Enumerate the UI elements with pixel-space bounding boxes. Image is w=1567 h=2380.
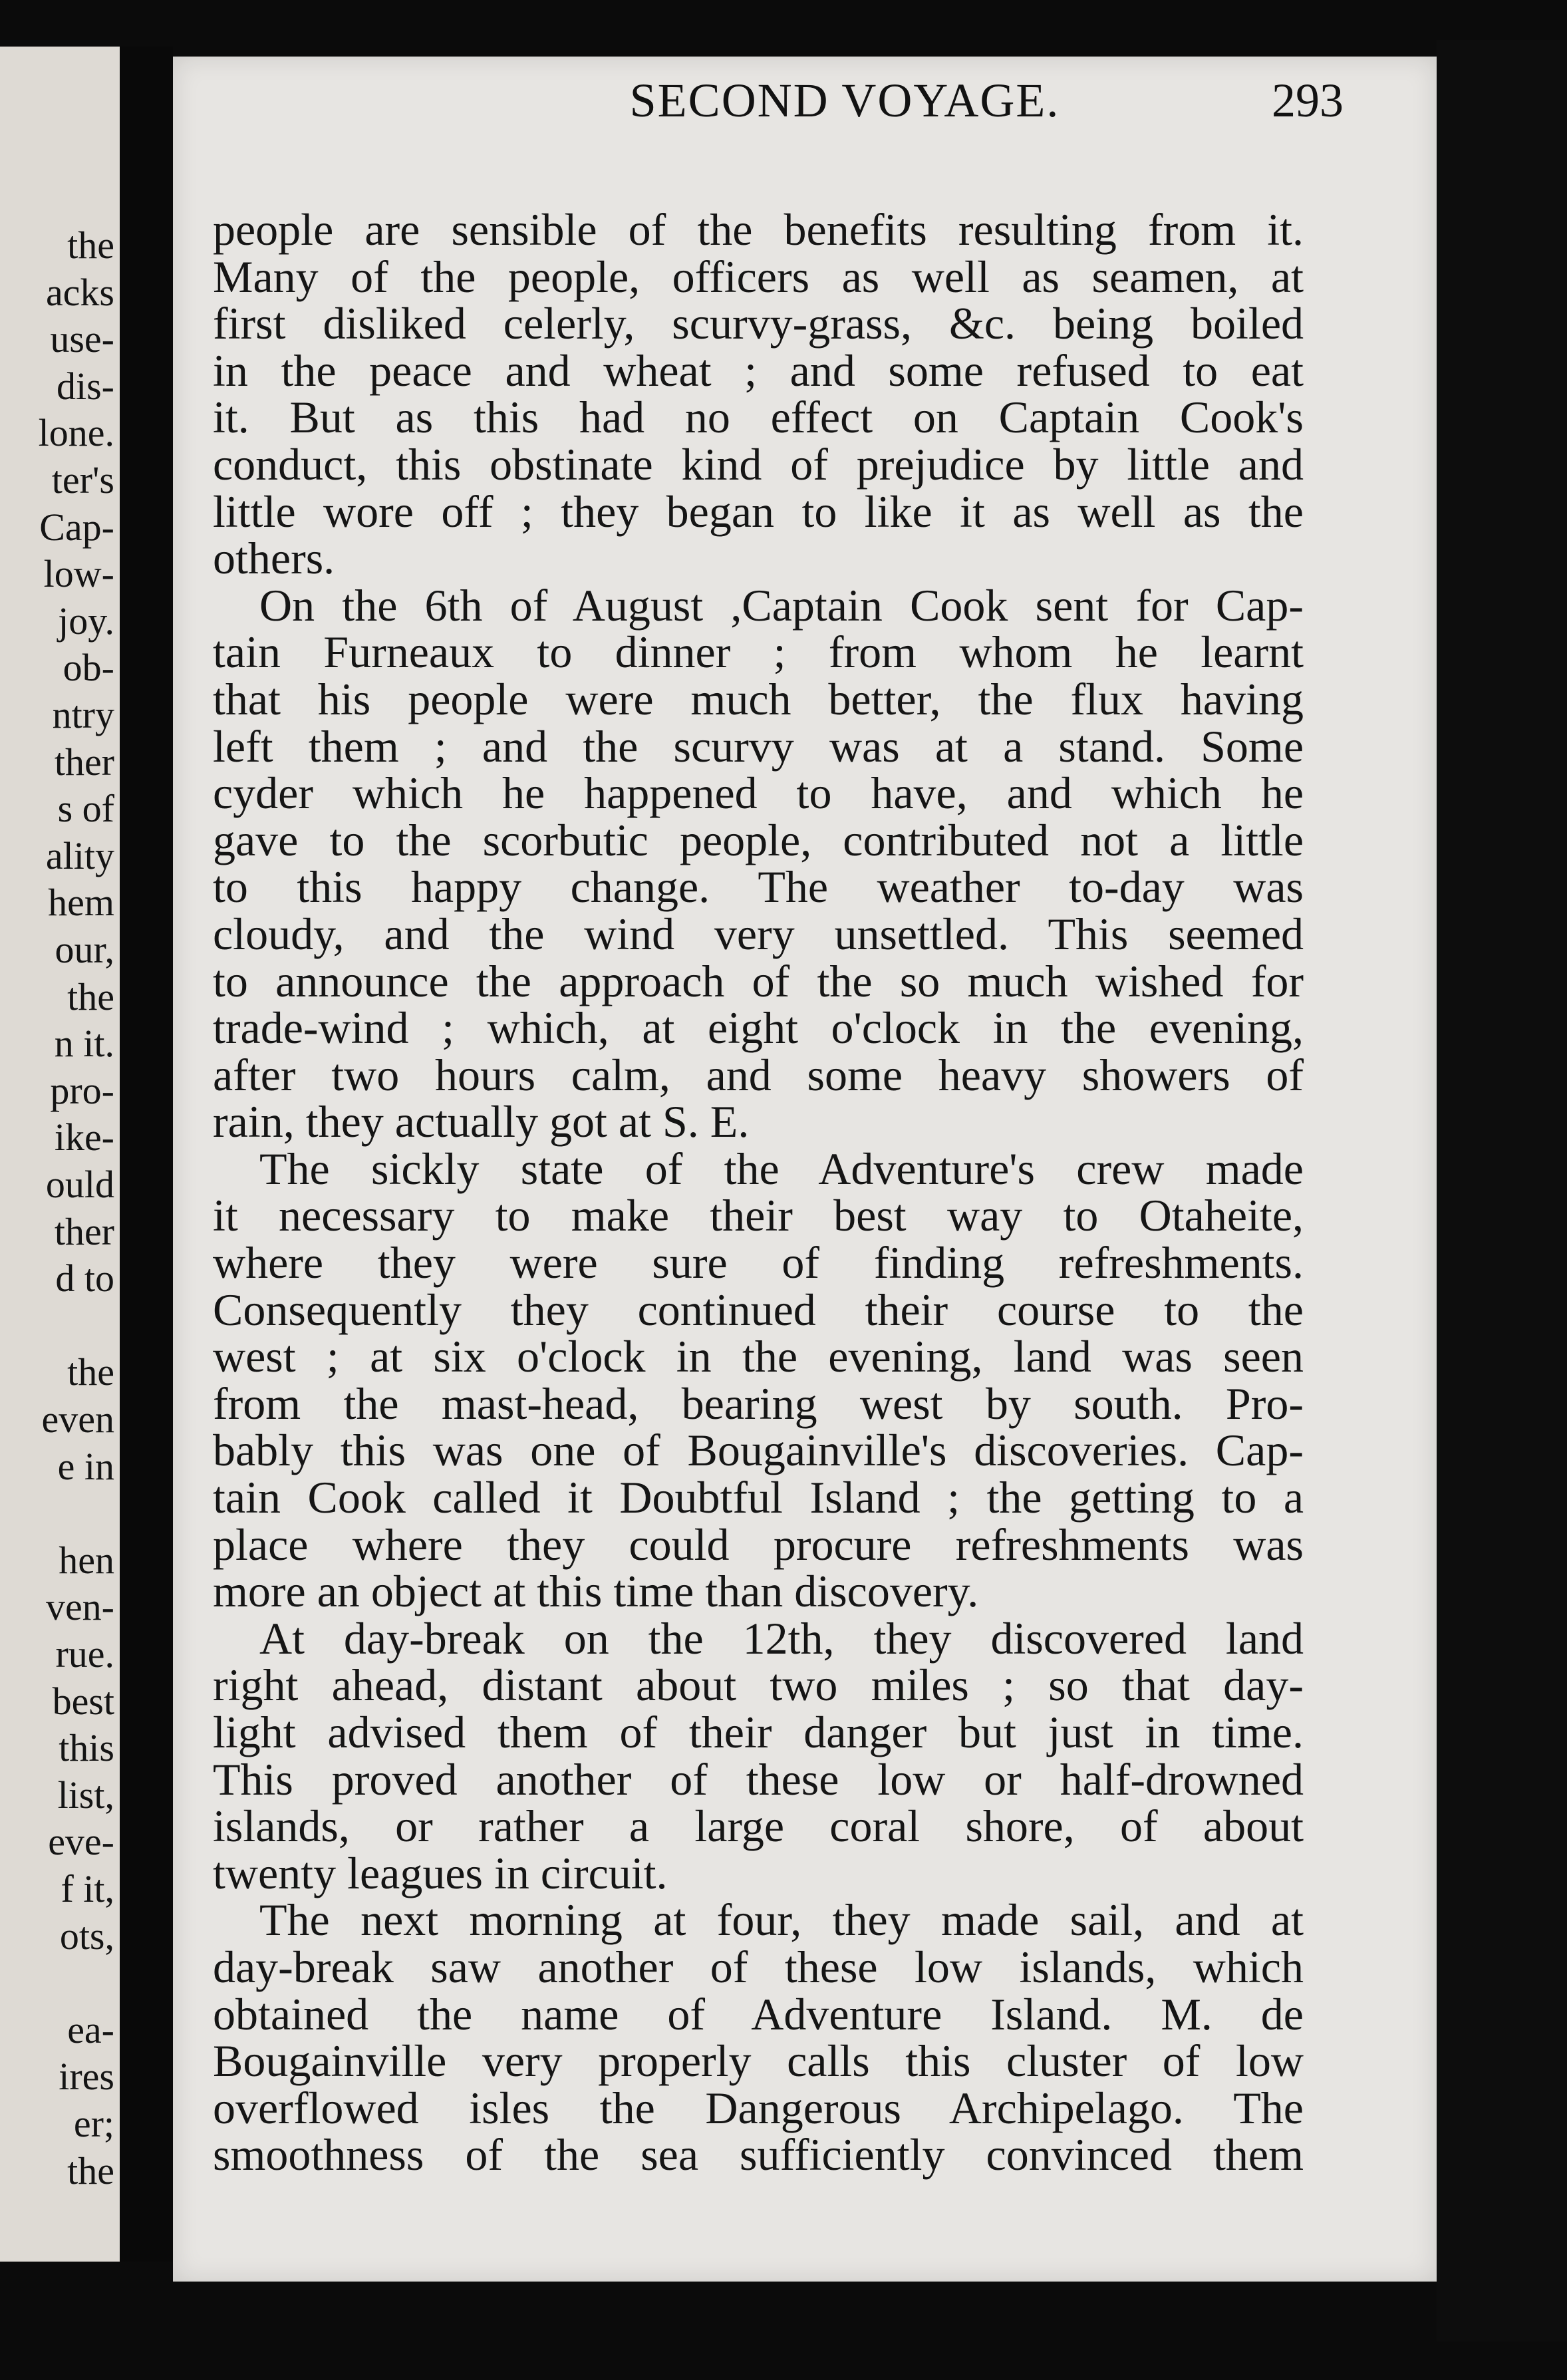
text-line: it. But as this had no effect on Captain Cook's [213, 392, 1304, 443]
page-header [346, 73, 1344, 153]
left-page-fragment: e in [57, 1444, 114, 1488]
text-line: in the peace and wheat ; and some refused to eat [213, 345, 1304, 396]
left-page-fragment: ther [54, 1209, 114, 1253]
body-text [213, 206, 1304, 2178]
left-page-fragment: this [59, 1726, 114, 1770]
page-number: 293 [1272, 74, 1344, 127]
text-line: it necessary to make their best way to Otaheite, [213, 1190, 1304, 1241]
text-line: first disliked celerly, scurvy-grass, &c. being boiled [213, 298, 1304, 349]
left-page-fragment: f it, [61, 1867, 114, 1910]
left-page-fragment: ires [59, 2055, 114, 2099]
text-line: obtained the name of Adventure Island. M. de [213, 1988, 1304, 2039]
left-page-fragment: hem [48, 881, 114, 925]
text-line: left them ; and the scurvy was at a stand. Some [213, 720, 1304, 772]
text-line: Many of the people, officers as well as seamen, at [213, 251, 1304, 302]
left-page-fragment: best [52, 1679, 114, 1723]
left-page-fragment: even [41, 1398, 114, 1441]
text-line: light advised them of their danger but just in time. [213, 1707, 1304, 1757]
text-line: conduct, this obstinate kind of prejudice by little and [213, 438, 1304, 490]
left-page-fragment: pro- [50, 1068, 114, 1112]
left-page-fragment: ots, [59, 1914, 114, 1958]
book-gutter [120, 47, 173, 2262]
text-line: after two hours calm, and some heavy showers of [213, 1049, 1304, 1100]
left-page-fragment: the [67, 223, 114, 267]
left-page-fragment: ould [45, 1163, 114, 1206]
text-line: trade-wind ; which, at eight o'clock in the evening, [213, 1002, 1304, 1054]
text-line: west ; at six o'clock in the evening, land was seen [213, 1331, 1304, 1382]
left-page-fragment: the [67, 2149, 114, 2192]
left-page-fragment: lone. [38, 411, 114, 455]
text-line: bably this was one of Bougainville's discoveries. Cap- [213, 1425, 1304, 1476]
left-facing-page [0, 47, 120, 2262]
text-line: tain Furneaux to dinner ; from whom he learnt [213, 627, 1304, 678]
left-page-fragment: rue. [55, 1632, 114, 1676]
text-line: little wore off ; they began to like it as well as the [213, 486, 1304, 537]
left-page-fragment: n it. [54, 1022, 114, 1066]
left-page-fragment: hen [59, 1538, 114, 1582]
text-line: Bougainville very properly calls this cluster of low [213, 2035, 1304, 2087]
left-page-fragment: low- [43, 552, 114, 596]
left-page-fragment: d to [55, 1257, 114, 1300]
text-line: This proved another of these low or half-drowned [213, 1753, 1304, 1805]
text-line: overflowed isles the Dangerous Archipelago. The [213, 2082, 1304, 2133]
left-page-fragment: our, [55, 928, 114, 971]
text-line: gave to the scorbutic people, contributed not a little [213, 814, 1304, 865]
left-page-fragment: ob- [63, 646, 114, 690]
text-line: At day-break on the 12th, they discovered land [259, 1612, 1304, 1664]
text-line: day-break saw another of these low islands, which [213, 1941, 1304, 1992]
text-line: that his people were much better, the flux having [213, 673, 1304, 724]
left-page-fragment: the [67, 974, 114, 1018]
text-line: more an object at this time than discovery. [213, 1566, 979, 1617]
text-line: Consequently they continued their course to the [213, 1284, 1304, 1335]
text-line: cyder which he happened to have, and which he [213, 768, 1304, 819]
text-line: rain, they actually got at S. E. [213, 1096, 750, 1147]
text-line: place where they could procure refreshments was [213, 1519, 1304, 1570]
text-line: tain Cook called it Doubtful Island ; the getting to a [213, 1472, 1304, 1523]
text-line: where they were sure of finding refreshments. [213, 1237, 1304, 1288]
text-line: cloudy, and the wind very unsettled. This seemed [213, 908, 1304, 959]
text-line: right ahead, distant about two miles ; so that day- [213, 1660, 1304, 1711]
left-page-fragment: Cap- [39, 505, 114, 549]
left-page-fragment: list, [57, 1773, 114, 1817]
text-line: twenty leagues in circuit. [213, 1847, 668, 1898]
text-line: smoothness of the sea sufficiently convinced them [213, 2129, 1304, 2180]
text-line: The next morning at four, they made sail, and at [259, 1894, 1304, 1946]
left-page-fragment: ea- [67, 2008, 114, 2051]
left-page-fragment: eve- [48, 1820, 114, 1864]
left-page-fragment: ality [45, 833, 114, 877]
left-page-fragment: ther [54, 740, 114, 784]
left-page-fragment: ter's [51, 458, 114, 502]
text-line: islands, or rather a large coral shore, of about [213, 1801, 1304, 1852]
left-page-fragment: er; [73, 2102, 114, 2145]
left-page-fragment: ntry [52, 693, 114, 736]
running-head: SECOND VOYAGE. [629, 74, 1060, 127]
left-page-fragment: acks [45, 270, 114, 314]
left-page-fragment: ike- [54, 1116, 114, 1159]
page-edge-shadow [1437, 40, 1567, 2341]
text-line: The sickly state of the Adventure's crew made [259, 1143, 1304, 1194]
text-line: to announce the approach of the so much wished for [213, 955, 1304, 1006]
text-line: people are sensible of the benefits resulting from it. [213, 204, 1304, 255]
left-page-fragment: use- [50, 317, 114, 361]
text-line: On the 6th of August ,Captain Cook sent for Cap- [259, 579, 1304, 631]
left-page-fragment: the [67, 1350, 114, 1394]
left-page-fragment: dis- [57, 364, 114, 408]
text-line: others. [213, 533, 335, 584]
left-page-fragment: ven- [45, 1585, 114, 1629]
left-page-fragment: joy. [58, 599, 114, 643]
text-line: from the mast-head, bearing west by south. Pro- [213, 1378, 1304, 1429]
text-line: to this happy change. The weather to-day was [213, 861, 1304, 913]
left-page-fragment: s of [57, 787, 114, 831]
